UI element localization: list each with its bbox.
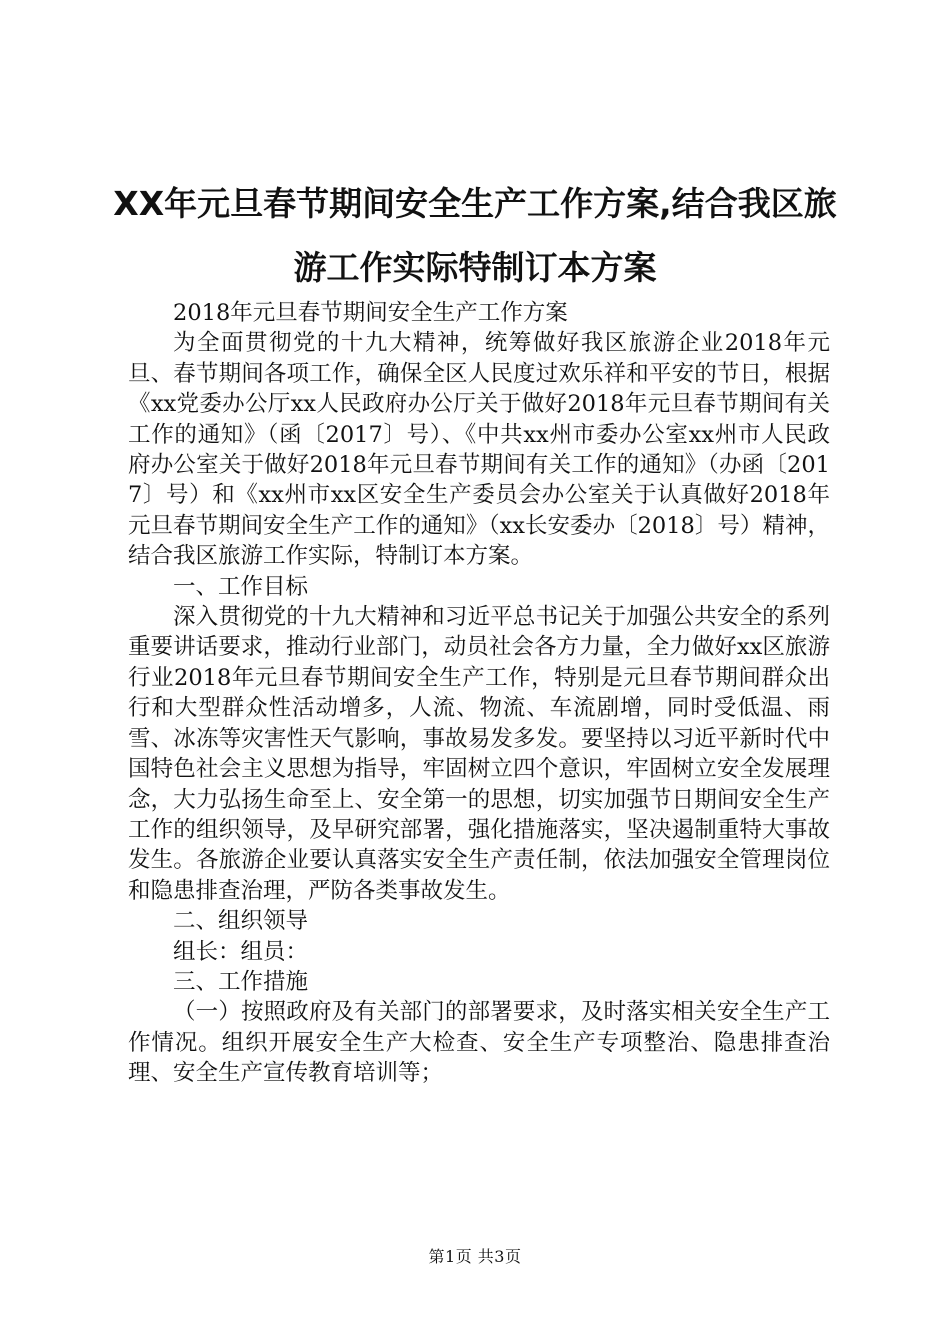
document-title: XX年元旦春节期间安全生产工作方案,结合我区旅游工作实际特制订本方案 — [113, 184, 837, 287]
page-footer: 第1页 共3页 — [428, 1247, 522, 1266]
section-heading-measures: 三、工作措施 — [173, 968, 309, 995]
measure-1-lead: （一）按照政府及有关部门的部署要求，及时落实相关安全生产工作情况。 — [128, 999, 830, 1056]
section-heading-organization: 二、组织领导 — [173, 908, 309, 935]
measure-1-body: 组织开展安全生产大检查、安全生产专项整治、隐患排查治理、安全生产宣传教育培训等； — [128, 1029, 830, 1087]
organization-paragraph: 组长：组员： — [173, 938, 309, 965]
section-heading-goals: 一、工作目标 — [173, 573, 309, 600]
document-body — [128, 298, 830, 1089]
goals-paragraph: 深入贯彻党的十九大精神和习近平总书记关于加强公共安全的系列重要讲话要求，推动行业部门，动员社会各方力量，全力做好xx区旅游行业2018年元旦春节期间安全生产工作，特别是元旦春节期间群众出行和大型群众性活动增多，人流、物流、车流剧增，同时受低温、雨雪、冰冻等灾害性天气影响，事故易发多发。要坚持以习近平新时代中国特色社会主义思想为指导，牢固树立四个意识，牢固树立安全发展理念，大力弘扬生命至上、安全第一的思想，切实加强节日期间安全生产工作的组织领导，及早研究部署，强化措施落实，坚决遏制重特大事故发生。各旅游企业要认真落实安全生产责任制，依法加强安全管理岗位和隐患排查治理，严防各类事故发生。 — [128, 604, 830, 904]
measure-1-paragraph — [128, 997, 830, 1088]
document-subtitle: 2018年元旦春节期间安全生产工作方案 — [173, 300, 568, 326]
intro-paragraph: 为全面贯彻党的十九大精神，统筹做好我区旅游企业2018年元旦、春节期间各项工作，确保全区人民度过欢乐祥和平安的节日，根据《xx党委办公厅xx人民政府办公厅关于做好2018年元旦春节期间有关工作的通知》（函〔2017〕号）、《中共xx州市委办公室xx州市人民政府办公室关于做好2018年元旦春节期间有关工作的通知》（办函〔2017〕号）和《xx州市xx区安全生产委员会办公室关于认真做好2018年元旦春节期间安全生产工作的通知》（xx长安委办〔2018〕号）精神，结合我区旅游工作实际，特制订本方案。 — [128, 330, 830, 570]
